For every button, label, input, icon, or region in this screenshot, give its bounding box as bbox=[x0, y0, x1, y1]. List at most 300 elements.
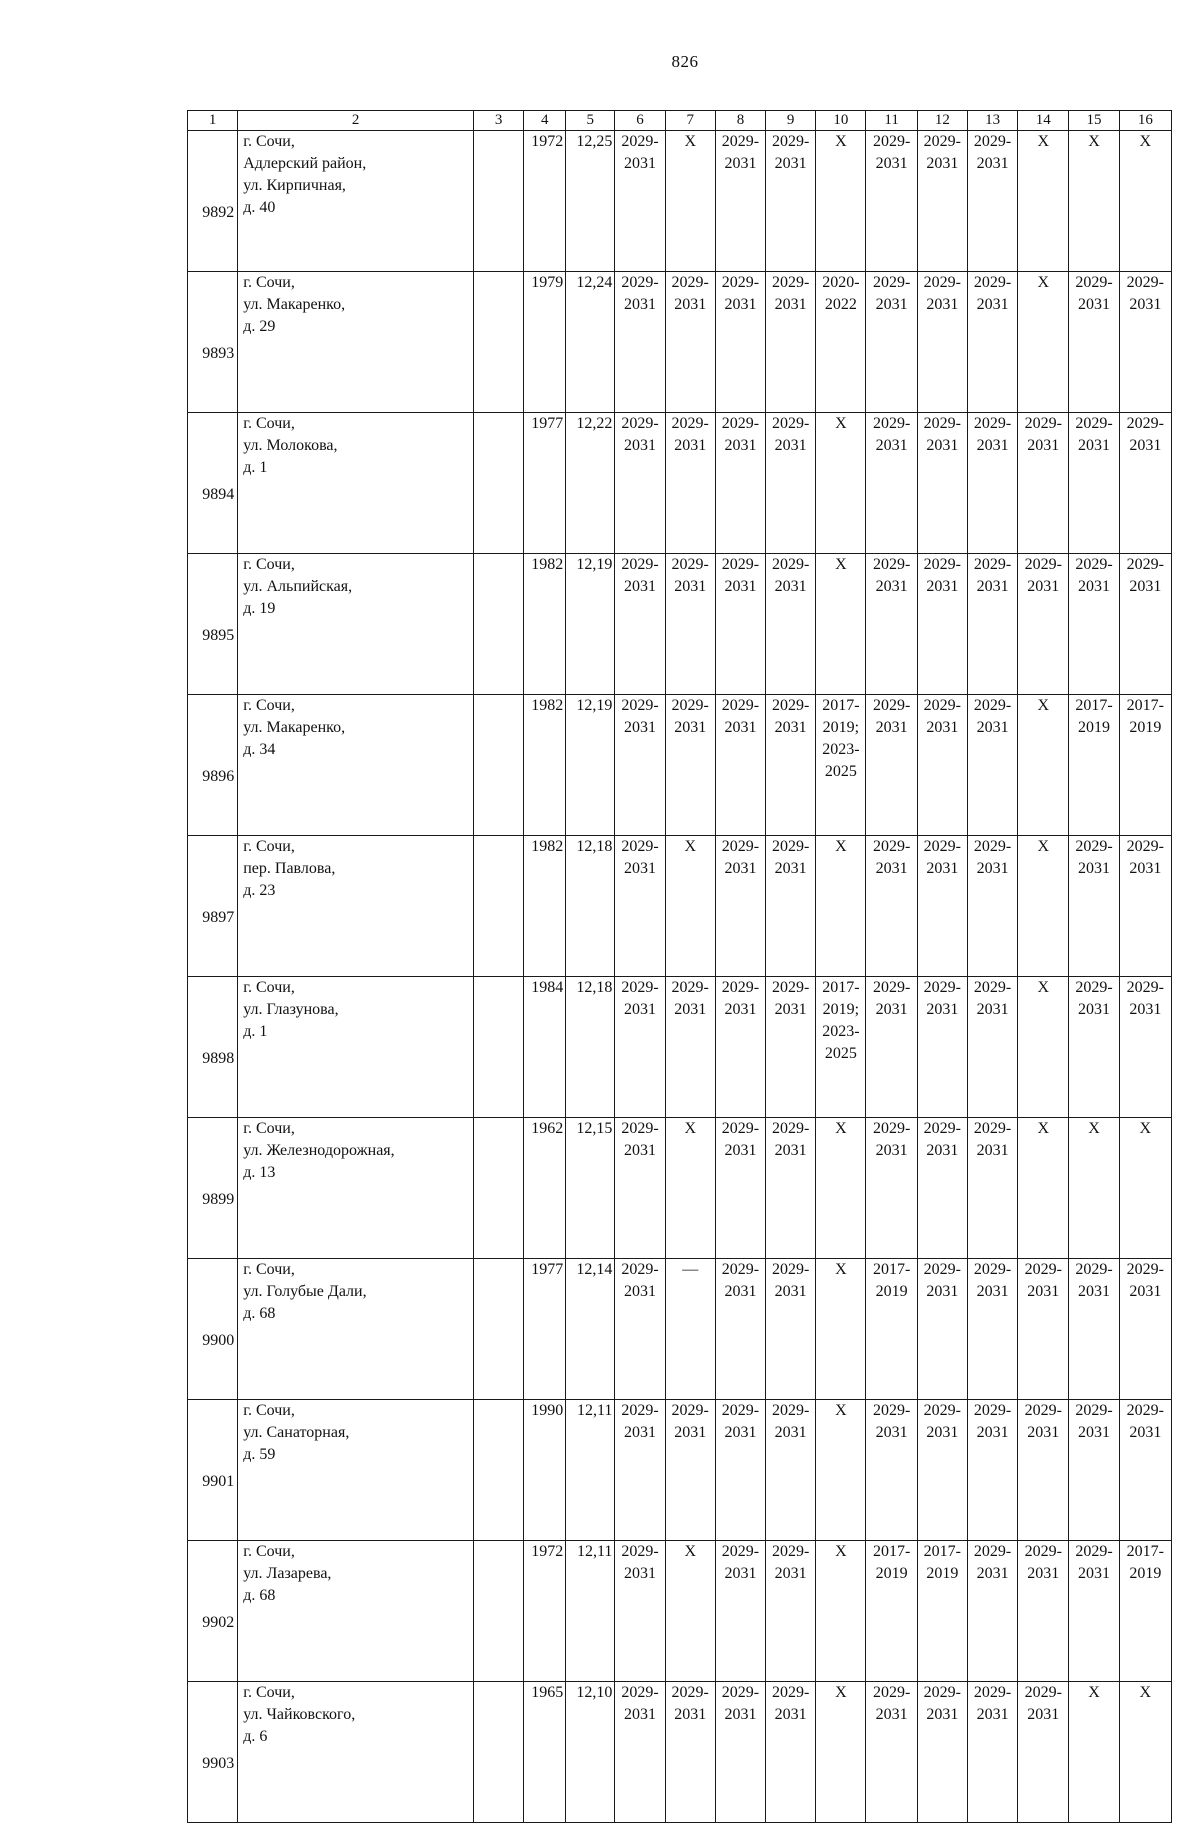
period-line: 2031 bbox=[1129, 437, 1162, 454]
period-cell-col10 bbox=[816, 1541, 866, 1682]
address-line: д. 19 bbox=[243, 600, 276, 617]
period-cell-col15 bbox=[1069, 554, 1119, 695]
period-cell-col12 bbox=[917, 413, 967, 554]
period-line: 2031 bbox=[774, 1565, 807, 1582]
period-cell-col7 bbox=[665, 1541, 715, 1682]
period-cell-col6 bbox=[615, 1541, 665, 1682]
period-line: 2031 bbox=[774, 1001, 807, 1018]
period-line: 2029- bbox=[721, 1402, 760, 1419]
column-header: 9 bbox=[766, 111, 816, 131]
address-line: ул. Железнодорожная, bbox=[243, 1142, 395, 1159]
period-cell-col12 bbox=[917, 554, 967, 695]
period-cell-col16 bbox=[1119, 131, 1171, 272]
period-line: 2029- bbox=[671, 1684, 709, 1701]
period-line: 2029- bbox=[671, 1402, 709, 1419]
value-cell-col5: 12,11 bbox=[566, 1400, 615, 1541]
period-cell-col16 bbox=[1119, 836, 1171, 977]
address-line: ул. Голубые Дали, bbox=[243, 1283, 367, 1300]
record-number: 9897 bbox=[188, 836, 238, 977]
period-cell-col10 bbox=[816, 1400, 866, 1541]
period-cell-col6 bbox=[615, 413, 665, 554]
period-line: 2029- bbox=[1126, 1402, 1164, 1419]
period-line: 2029- bbox=[771, 415, 810, 432]
period-line: 2017- bbox=[923, 1543, 961, 1560]
period-line: 2017- bbox=[872, 1543, 911, 1560]
period-cell-col11 bbox=[866, 131, 917, 272]
period-line: X bbox=[1037, 1120, 1050, 1137]
period-line: X bbox=[1088, 1120, 1100, 1137]
period-line: 2029- bbox=[721, 1120, 760, 1137]
period-cell-col10 bbox=[816, 554, 866, 695]
period-line: 2031 bbox=[1078, 437, 1111, 454]
address-line: д. 68 bbox=[243, 1587, 276, 1604]
period-line: 2031 bbox=[774, 1706, 807, 1723]
period-line: 2019 bbox=[1129, 719, 1162, 736]
address-cell bbox=[238, 131, 474, 272]
period-line: 2029- bbox=[872, 1402, 911, 1419]
period-line: 2017- bbox=[822, 697, 860, 714]
period-line: 2019; bbox=[822, 1001, 860, 1018]
period-line: 2031 bbox=[926, 437, 959, 454]
period-line: 2031 bbox=[774, 860, 807, 877]
column-header: 13 bbox=[967, 111, 1017, 131]
period-line: 2031 bbox=[976, 1565, 1009, 1582]
period-line: 2019 bbox=[875, 1283, 908, 1300]
period-line: 2029- bbox=[1075, 556, 1113, 573]
period-cell-col13 bbox=[967, 695, 1017, 836]
period-line: 2029- bbox=[621, 1261, 659, 1278]
period-cell-col14 bbox=[1018, 1541, 1069, 1682]
year-cell: 1984 bbox=[524, 977, 566, 1118]
period-line: 2031 bbox=[724, 296, 757, 313]
table-row bbox=[188, 554, 1172, 695]
period-line: 2029- bbox=[923, 838, 961, 855]
period-line: 2031 bbox=[624, 1001, 656, 1018]
period-line: 2031 bbox=[1129, 1424, 1162, 1441]
period-cell-col7 bbox=[665, 836, 715, 977]
column-3-cell bbox=[473, 554, 523, 695]
period-cell-col13 bbox=[967, 1118, 1017, 1259]
record-number: 9895 bbox=[188, 554, 238, 695]
period-line: 2029- bbox=[973, 1543, 1012, 1560]
period-line: 2031 bbox=[926, 719, 959, 736]
address-line: ул. Макаренко, bbox=[243, 296, 346, 313]
period-cell-col7 bbox=[665, 1682, 715, 1823]
period-line: 2031 bbox=[1027, 1565, 1060, 1582]
period-line: 2025 bbox=[824, 763, 857, 780]
period-line: — bbox=[682, 1261, 699, 1278]
period-line: 2029- bbox=[1126, 274, 1164, 291]
period-line: 2031 bbox=[774, 1283, 807, 1300]
period-line: 2019 bbox=[1078, 719, 1111, 736]
period-line: 2031 bbox=[875, 1706, 908, 1723]
period-cell-col11 bbox=[866, 836, 917, 977]
address-line: д. 13 bbox=[243, 1164, 276, 1181]
address-line: д. 40 bbox=[243, 199, 276, 216]
period-line: 2029- bbox=[771, 1120, 810, 1137]
record-number: 9900 bbox=[188, 1259, 238, 1400]
period-line: 2029- bbox=[621, 274, 659, 291]
period-cell-col12 bbox=[917, 131, 967, 272]
period-line: 2019; bbox=[822, 719, 860, 736]
period-line: 2029- bbox=[771, 1684, 810, 1701]
column-header: 4 bbox=[524, 111, 566, 131]
period-cell-col11 bbox=[866, 695, 917, 836]
period-cell-col16 bbox=[1119, 695, 1171, 836]
period-cell-col6 bbox=[615, 131, 665, 272]
period-line: 2031 bbox=[1129, 578, 1162, 595]
period-line: 2029- bbox=[973, 1120, 1012, 1137]
period-line: 2029- bbox=[1075, 415, 1113, 432]
period-line: X bbox=[1139, 1120, 1152, 1137]
period-line: 2031 bbox=[624, 1283, 656, 1300]
period-line: X bbox=[684, 133, 696, 150]
period-cell-col15 bbox=[1069, 695, 1119, 836]
year-cell: 1977 bbox=[524, 413, 566, 554]
period-line: 2031 bbox=[875, 296, 908, 313]
period-line: 2017- bbox=[822, 979, 860, 996]
table-row bbox=[188, 131, 1172, 272]
year-cell: 1982 bbox=[524, 695, 566, 836]
period-line: 2031 bbox=[724, 155, 757, 172]
period-line: 2031 bbox=[674, 1706, 707, 1723]
period-line: X bbox=[835, 556, 847, 573]
period-line: 2029- bbox=[771, 1261, 810, 1278]
period-line: X bbox=[835, 1120, 847, 1137]
column-header: 14 bbox=[1018, 111, 1069, 131]
period-line: 2031 bbox=[624, 1142, 656, 1159]
period-cell-col11 bbox=[866, 1541, 917, 1682]
period-line: 2031 bbox=[1078, 860, 1111, 877]
period-line: 2029- bbox=[621, 415, 659, 432]
period-line: 2029- bbox=[923, 1261, 961, 1278]
period-line: X bbox=[1037, 979, 1050, 996]
period-line: 2031 bbox=[774, 1142, 807, 1159]
period-line: 2029- bbox=[973, 133, 1012, 150]
column-3-cell bbox=[473, 1682, 523, 1823]
table-row bbox=[188, 1541, 1172, 1682]
period-line: 2029- bbox=[1075, 1261, 1113, 1278]
column-header: 5 bbox=[566, 111, 615, 131]
period-line: 2029- bbox=[872, 1684, 911, 1701]
period-line: X bbox=[684, 1120, 696, 1137]
period-cell-col7 bbox=[665, 695, 715, 836]
period-line: 2031 bbox=[875, 1142, 908, 1159]
period-line: 2031 bbox=[724, 578, 757, 595]
period-line: 2029- bbox=[771, 979, 810, 996]
period-line: 2017- bbox=[872, 1261, 911, 1278]
period-cell-col15 bbox=[1069, 1541, 1119, 1682]
period-line: 2031 bbox=[1129, 296, 1162, 313]
period-line: 2029- bbox=[923, 979, 961, 996]
period-line: 2031 bbox=[976, 1424, 1009, 1441]
year-cell: 1982 bbox=[524, 836, 566, 977]
address-line: д. 23 bbox=[243, 882, 276, 899]
column-3-cell bbox=[473, 695, 523, 836]
period-cell-col11 bbox=[866, 1118, 917, 1259]
period-line: 2029- bbox=[923, 415, 961, 432]
period-line: 2031 bbox=[724, 860, 757, 877]
period-line: 2031 bbox=[926, 578, 959, 595]
address-line: д. 59 bbox=[243, 1446, 276, 1463]
period-line: X bbox=[835, 1402, 847, 1419]
period-cell-col13 bbox=[967, 1400, 1017, 1541]
period-cell-col9 bbox=[766, 977, 816, 1118]
period-line: 2029- bbox=[872, 274, 911, 291]
period-line: X bbox=[1037, 274, 1050, 291]
address-line: ул. Санаторная, bbox=[243, 1424, 350, 1441]
period-line: 2029- bbox=[973, 1261, 1012, 1278]
period-line: 2029- bbox=[721, 556, 760, 573]
header-row bbox=[188, 111, 1172, 131]
period-line: 2029- bbox=[621, 838, 659, 855]
period-cell-col13 bbox=[967, 131, 1017, 272]
period-line: 2031 bbox=[724, 1565, 757, 1582]
address-cell bbox=[238, 272, 474, 413]
period-cell-col14 bbox=[1018, 1259, 1069, 1400]
column-header: 6 bbox=[615, 111, 665, 131]
period-line: 2031 bbox=[875, 578, 908, 595]
period-cell-col8 bbox=[715, 695, 765, 836]
year-cell: 1972 bbox=[524, 1541, 566, 1682]
column-3-cell bbox=[473, 836, 523, 977]
period-cell-col6 bbox=[615, 1118, 665, 1259]
period-cell-col8 bbox=[715, 413, 765, 554]
address-line: г. Сочи, bbox=[243, 697, 295, 714]
period-line: 2020- bbox=[822, 274, 860, 291]
period-line: 2031 bbox=[976, 860, 1009, 877]
value-cell-col5: 12,19 bbox=[566, 554, 615, 695]
period-line: 2029- bbox=[1024, 1684, 1062, 1701]
year-cell: 1977 bbox=[524, 1259, 566, 1400]
period-line: 2029- bbox=[721, 133, 760, 150]
period-cell-col13 bbox=[967, 1259, 1017, 1400]
year-cell: 1979 bbox=[524, 272, 566, 413]
period-cell-col12 bbox=[917, 1400, 967, 1541]
period-line: 2029- bbox=[1126, 556, 1164, 573]
address-line: г. Сочи, bbox=[243, 979, 295, 996]
period-line: 2023- bbox=[822, 741, 860, 758]
period-line: 2029- bbox=[621, 1684, 659, 1701]
period-line: 2031 bbox=[1078, 1565, 1111, 1582]
period-cell-col14 bbox=[1018, 272, 1069, 413]
period-cell-col16 bbox=[1119, 1118, 1171, 1259]
period-cell-col16 bbox=[1119, 1259, 1171, 1400]
value-cell-col5: 12,25 bbox=[566, 131, 615, 272]
period-line: 2029- bbox=[872, 415, 911, 432]
address-line: г. Сочи, bbox=[243, 1543, 295, 1560]
period-cell-col13 bbox=[967, 272, 1017, 413]
period-cell-col9 bbox=[766, 1541, 816, 1682]
period-line: 2031 bbox=[624, 155, 656, 172]
address-cell bbox=[238, 413, 474, 554]
record-number: 9896 bbox=[188, 695, 238, 836]
period-line: 2029- bbox=[1024, 1402, 1062, 1419]
period-cell-col15 bbox=[1069, 131, 1119, 272]
period-line: 2029- bbox=[771, 838, 810, 855]
period-cell-col8 bbox=[715, 272, 765, 413]
period-line: 2029- bbox=[721, 838, 760, 855]
period-line: X bbox=[1088, 133, 1100, 150]
address-line: г. Сочи, bbox=[243, 133, 295, 150]
period-line: 2029- bbox=[923, 556, 961, 573]
period-line: 2031 bbox=[875, 155, 908, 172]
address-line: ул. Молокова, bbox=[243, 437, 338, 454]
period-cell-col7 bbox=[665, 977, 715, 1118]
table-row bbox=[188, 695, 1172, 836]
period-line: 2029- bbox=[973, 274, 1012, 291]
period-line: 2017- bbox=[1075, 697, 1113, 714]
period-line: X bbox=[835, 133, 847, 150]
address-cell bbox=[238, 554, 474, 695]
value-cell-col5: 12,15 bbox=[566, 1118, 615, 1259]
period-cell-col15 bbox=[1069, 1400, 1119, 1541]
period-cell-col9 bbox=[766, 1400, 816, 1541]
period-line: 2029- bbox=[973, 1684, 1012, 1701]
period-line: 2031 bbox=[1129, 1283, 1162, 1300]
period-cell-col8 bbox=[715, 1259, 765, 1400]
address-line: г. Сочи, bbox=[243, 556, 295, 573]
period-line: 2031 bbox=[926, 1283, 959, 1300]
period-line: 2031 bbox=[976, 1001, 1009, 1018]
period-line: X bbox=[835, 1543, 847, 1560]
period-line: 2031 bbox=[674, 719, 707, 736]
period-line: X bbox=[1037, 838, 1050, 855]
address-line: г. Сочи, bbox=[243, 274, 295, 291]
period-line: X bbox=[1139, 133, 1152, 150]
period-line: 2031 bbox=[774, 578, 807, 595]
year-cell: 1972 bbox=[524, 131, 566, 272]
period-cell-col10 bbox=[816, 695, 866, 836]
period-cell-col12 bbox=[917, 695, 967, 836]
period-cell-col9 bbox=[766, 131, 816, 272]
period-line: 2031 bbox=[926, 296, 959, 313]
address-line: г. Сочи, bbox=[243, 415, 295, 432]
period-cell-col7 bbox=[665, 1259, 715, 1400]
period-cell-col11 bbox=[866, 1682, 917, 1823]
period-cell-col6 bbox=[615, 836, 665, 977]
period-line: 2029- bbox=[1024, 556, 1062, 573]
period-line: 2031 bbox=[1078, 1001, 1111, 1018]
column-header: 2 bbox=[238, 111, 474, 131]
record-number: 9892 bbox=[188, 131, 238, 272]
period-cell-col15 bbox=[1069, 1682, 1119, 1823]
period-line: X bbox=[1088, 1684, 1100, 1701]
table-row bbox=[188, 1400, 1172, 1541]
address-line: г. Сочи, bbox=[243, 1402, 295, 1419]
period-cell-col12 bbox=[917, 1682, 967, 1823]
period-line: 2031 bbox=[1027, 1424, 1060, 1441]
period-line: 2031 bbox=[674, 437, 707, 454]
period-line: 2029- bbox=[771, 274, 810, 291]
address-line: ул. Кирпичная, bbox=[243, 177, 346, 194]
period-line: 2031 bbox=[624, 719, 656, 736]
period-cell-col8 bbox=[715, 131, 765, 272]
period-cell-col9 bbox=[766, 272, 816, 413]
period-line: 2031 bbox=[1078, 1283, 1111, 1300]
record-number: 9901 bbox=[188, 1400, 238, 1541]
period-line: 2031 bbox=[624, 296, 656, 313]
period-line: X bbox=[1037, 697, 1050, 714]
period-line: 2029- bbox=[721, 1684, 760, 1701]
period-line: 2029- bbox=[1126, 415, 1164, 432]
period-line: 2029- bbox=[923, 274, 961, 291]
table-row bbox=[188, 836, 1172, 977]
column-header: 7 bbox=[665, 111, 715, 131]
period-line: 2031 bbox=[774, 719, 807, 736]
period-line: 2029- bbox=[1075, 1543, 1113, 1560]
period-line: 2031 bbox=[624, 578, 656, 595]
period-line: 2031 bbox=[1027, 1706, 1060, 1723]
period-cell-col12 bbox=[917, 836, 967, 977]
column-header: 1 bbox=[188, 111, 238, 131]
period-line: 2031 bbox=[724, 1706, 757, 1723]
period-cell-col14 bbox=[1018, 413, 1069, 554]
address-line: д. 1 bbox=[243, 459, 268, 476]
period-line: X bbox=[1037, 133, 1050, 150]
period-line: 2029- bbox=[1075, 274, 1113, 291]
address-cell bbox=[238, 1118, 474, 1259]
period-line: 2029- bbox=[621, 556, 659, 573]
period-line: 2031 bbox=[875, 1001, 908, 1018]
period-line: 2029- bbox=[621, 1402, 659, 1419]
period-line: 2031 bbox=[1078, 578, 1111, 595]
period-cell-col11 bbox=[866, 554, 917, 695]
period-cell-col8 bbox=[715, 1682, 765, 1823]
period-cell-col15 bbox=[1069, 977, 1119, 1118]
address-cell bbox=[238, 977, 474, 1118]
period-cell-col14 bbox=[1018, 1118, 1069, 1259]
period-line: 2031 bbox=[976, 1142, 1009, 1159]
page-number: 826 bbox=[671, 52, 699, 71]
period-line: X bbox=[835, 838, 847, 855]
period-cell-col13 bbox=[967, 977, 1017, 1118]
period-line: 2031 bbox=[674, 578, 707, 595]
period-cell-col12 bbox=[917, 1541, 967, 1682]
period-line: 2029- bbox=[721, 697, 760, 714]
period-line: 2029- bbox=[621, 697, 659, 714]
period-cell-col9 bbox=[766, 836, 816, 977]
period-line: 2031 bbox=[1078, 296, 1111, 313]
period-cell-col16 bbox=[1119, 413, 1171, 554]
period-cell-col15 bbox=[1069, 1259, 1119, 1400]
period-cell-col10 bbox=[816, 1682, 866, 1823]
column-3-cell bbox=[473, 413, 523, 554]
period-cell-col8 bbox=[715, 1400, 765, 1541]
period-line: 2031 bbox=[926, 1706, 959, 1723]
period-line: 2031 bbox=[875, 719, 908, 736]
period-line: 2031 bbox=[976, 1706, 1009, 1723]
period-cell-col14 bbox=[1018, 1682, 1069, 1823]
period-line: 2029- bbox=[1126, 838, 1164, 855]
period-line: 2029- bbox=[872, 697, 911, 714]
period-cell-col7 bbox=[665, 272, 715, 413]
period-line: 2031 bbox=[976, 719, 1009, 736]
period-line: 2029- bbox=[973, 1402, 1012, 1419]
period-cell-col6 bbox=[615, 1682, 665, 1823]
period-cell-col13 bbox=[967, 413, 1017, 554]
column-3-cell bbox=[473, 1541, 523, 1682]
period-cell-col12 bbox=[917, 272, 967, 413]
period-cell-col16 bbox=[1119, 977, 1171, 1118]
period-cell-col10 bbox=[816, 131, 866, 272]
period-cell-col12 bbox=[917, 977, 967, 1118]
period-cell-col9 bbox=[766, 695, 816, 836]
period-cell-col6 bbox=[615, 977, 665, 1118]
period-line: 2029- bbox=[923, 1402, 961, 1419]
period-line: 2029- bbox=[771, 133, 810, 150]
address-line: д. 68 bbox=[243, 1305, 276, 1322]
